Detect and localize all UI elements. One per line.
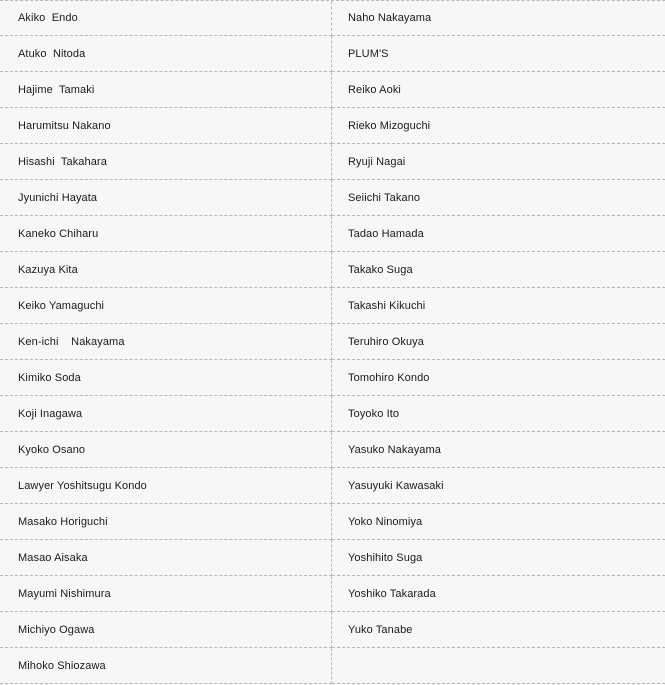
name-cell: Seiichi Takano	[332, 180, 665, 216]
name-cell: Kaneko Chiharu	[0, 216, 332, 252]
name-cell: Yuko Tanabe	[332, 612, 665, 648]
name-cell: Michiyo Ogawa	[0, 612, 332, 648]
name-cell: Akiko Endo	[0, 1, 332, 36]
name-cell: Toyoko Ito	[332, 396, 665, 432]
name-cell: Jyunichi Hayata	[0, 180, 332, 216]
name-cell: Kazuya Kita	[0, 252, 332, 288]
name-cell: Kyoko Osano	[0, 432, 332, 468]
name-cell: Rieko Mizoguchi	[332, 108, 665, 144]
name-cell: Harumitsu Nakano	[0, 108, 332, 144]
name-cell: Keiko Yamaguchi	[0, 288, 332, 324]
name-cell: Mihoko Shiozawa	[0, 648, 332, 684]
name-cell: Ryuji Nagai	[332, 144, 665, 180]
name-cell: Reiko Aoki	[332, 72, 665, 108]
name-cell: Masako Horiguchi	[0, 504, 332, 540]
name-cell: Yasuyuki Kawasaki	[332, 468, 665, 504]
name-cell: Kimiko Soda	[0, 360, 332, 396]
name-cell: Tomohiro Kondo	[332, 360, 665, 396]
name-cell: Koji Inagawa	[0, 396, 332, 432]
name-cell: Ken-ichi Nakayama	[0, 324, 332, 360]
name-cell: PLUM'S	[332, 36, 665, 72]
name-cell: Lawyer Yoshitsugu Kondo	[0, 468, 332, 504]
name-cell: Hisashi Takahara	[0, 144, 332, 180]
empty-cell	[332, 648, 665, 684]
name-cell: Takako Suga	[332, 252, 665, 288]
name-cell: Masao Aisaka	[0, 540, 332, 576]
name-cell: Mayumi Nishimura	[0, 576, 332, 612]
name-cell: Takashi Kikuchi	[332, 288, 665, 324]
name-cell: Naho Nakayama	[332, 1, 665, 36]
name-cell: Atuko Nitoda	[0, 36, 332, 72]
name-cell: Yoshihito Suga	[332, 540, 665, 576]
name-cell: Teruhiro Okuya	[332, 324, 665, 360]
name-cell: Yoshiko Takarada	[332, 576, 665, 612]
name-cell: Hajime Tamaki	[0, 72, 332, 108]
name-cell: Yoko Ninomiya	[332, 504, 665, 540]
name-cell: Yasuko Nakayama	[332, 432, 665, 468]
name-cell: Tadao Hamada	[332, 216, 665, 252]
